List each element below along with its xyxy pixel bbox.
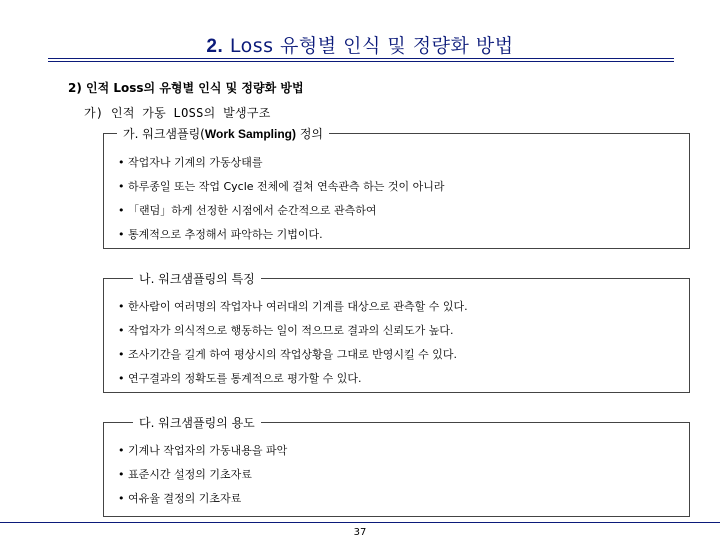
usage-box-label: 다. 워크샘플링의 용도 [133,414,261,431]
list-item: • 기계나 작업자의 가동내용을 파악 [118,444,288,457]
list-item: • 한사람이 여러명의 작업자나 여러대의 기계를 대상으로 관측할 수 있다. [118,300,468,313]
footer-divider [0,522,720,523]
list-item: • 하루종일 또는 작업 Cycle 전체에 걸쳐 연속관측 하는 것이 아니라 [118,180,445,193]
list-item: • 작업자나 기계의 가동상태를 [118,156,263,169]
list-item: • 「랜덤」하게 선정한 시점에서 순간적으로 관측하여 [118,204,377,217]
usage-list [118,444,287,516]
slide-title [0,31,720,58]
definition-box-label: 가. 워크샘플링(Work Sampling) 정의 [117,125,329,142]
features-box-label: 나. 워크샘플링의 특징 [133,270,261,287]
list-item: • 통계적으로 추정해서 파악하는 기법이다. [118,228,323,241]
section-heading: 2) 인적 Loss의 유형별 인식 및 정량화 방법 [68,81,304,95]
title-number: 2. [206,36,224,57]
list-item: • 조사기간을 길게 하여 평상시의 작업상황을 그대로 반영시킬 수 있다. [118,348,457,361]
definition-list [118,156,445,252]
features-list [118,300,468,396]
title-divider [48,58,674,59]
sub-heading: 가) 인적 가동 LOSS의 발생구조 [84,106,271,120]
list-item: • 여유율 결정의 기초자료 [118,492,242,505]
list-item: • 표준시간 설정의 기초자료 [118,468,252,481]
list-item: • 연구결과의 정확도를 통계적으로 평가할 수 있다. [118,372,362,385]
page-number: 37 [353,527,367,538]
list-item: • 작업자가 의식적으로 행동하는 일이 적으므로 결과의 신뢰도가 높다. [118,324,454,337]
title-divider-thin [48,61,674,62]
title-text: Loss 유형별 인식 및 정량화 방법 [229,35,514,57]
